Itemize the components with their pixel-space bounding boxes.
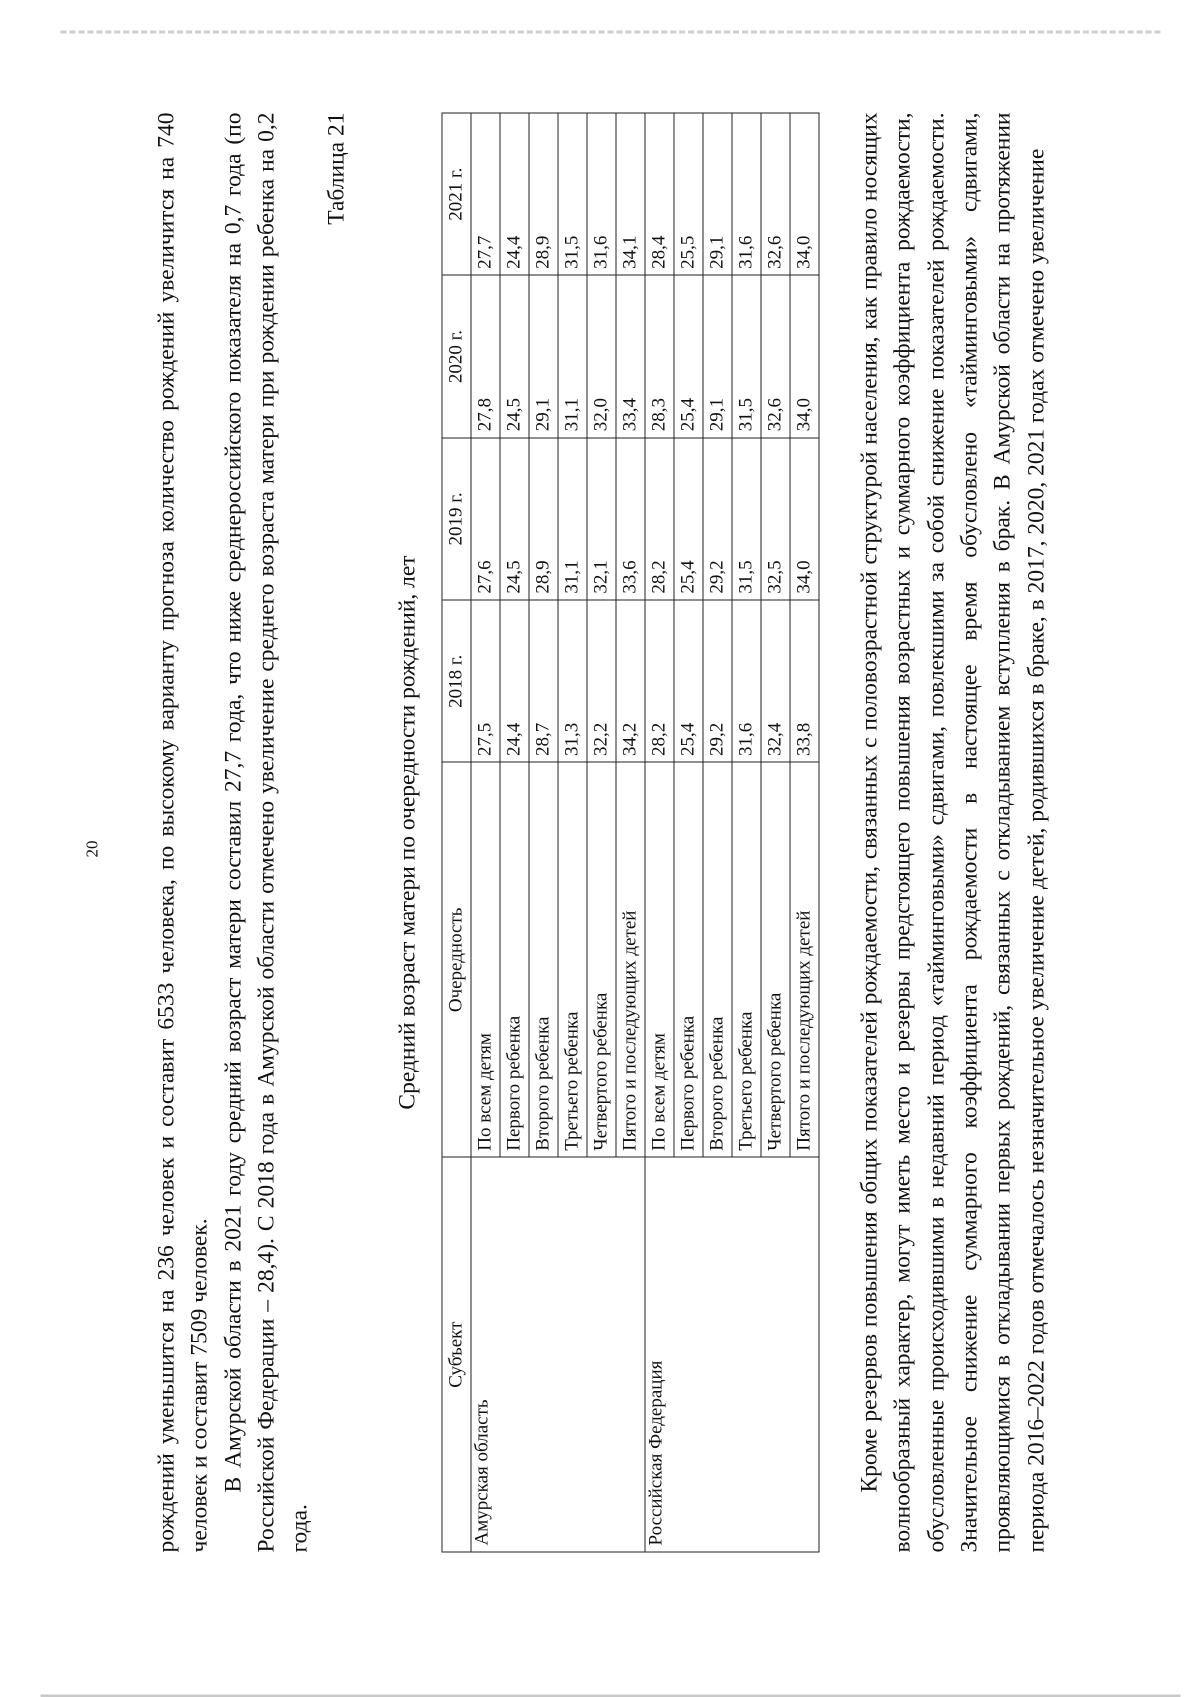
- order-cell: Первого ребенка: [499, 762, 528, 1157]
- value-cell: 28,4: [644, 113, 673, 275]
- value-cell: 32,0: [586, 275, 615, 437]
- value-cell: 24,5: [499, 437, 528, 599]
- value-cell: 28,9: [528, 437, 557, 599]
- table-body: [470, 113, 818, 1552]
- value-cell: 25,4: [673, 600, 702, 762]
- paragraph-mother-age: В Амурской области в 2021 году средний возраст матери составил 27,7 года, что ниже среднероссийского показателя на 0,7 года (по Российской Федерации – 28,4). С 2018 года в Амурской области отмечено увеличение среднего возраста матери при рождении ребенка на 0,2 года.: [219, 112, 313, 1552]
- order-cell: Пятого и последующих детей: [615, 762, 644, 1157]
- value-cell: 31,5: [557, 113, 586, 275]
- value-cell: 34,1: [615, 113, 644, 275]
- value-cell: 31,6: [731, 600, 760, 762]
- value-cell: 31,5: [731, 275, 760, 437]
- value-cell: 32,4: [760, 600, 789, 762]
- value-cell: 32,6: [760, 113, 789, 275]
- value-cell: 27,5: [470, 600, 499, 762]
- order-cell: Четвертого ребенка: [586, 762, 615, 1157]
- mother-age-table: [441, 112, 819, 1552]
- table-row: [470, 113, 499, 1552]
- order-cell: Второго ребенка: [702, 762, 731, 1157]
- value-cell: 28,9: [528, 113, 557, 275]
- value-cell: 29,1: [702, 275, 731, 437]
- value-cell: 34,0: [789, 437, 818, 599]
- order-cell: По всем детям: [470, 762, 499, 1157]
- value-cell: 25,4: [673, 437, 702, 599]
- order-cell: Четвертого ребенка: [760, 762, 789, 1157]
- value-cell: 29,2: [702, 600, 731, 762]
- value-cell: 29,1: [702, 113, 731, 275]
- header-2021: 2021 г.: [441, 113, 470, 275]
- table-title: Средний возраст матери по очередности рождений, лет: [393, 554, 420, 1110]
- table-row: [644, 113, 673, 1552]
- paragraph-top: рождений уменьшится на 236 человек и составит 6533 человека, по высокому варианту прогноза количество рождений увеличится на 740 человек и составит 7509 человек.: [153, 112, 213, 1552]
- order-cell: Второго ребенка: [528, 762, 557, 1157]
- value-cell: 32,2: [586, 600, 615, 762]
- value-cell: 31,1: [557, 275, 586, 437]
- value-cell: 31,1: [557, 437, 586, 599]
- subject-cell: Амурская область: [470, 1157, 644, 1552]
- header-order: Очередность: [441, 762, 470, 1157]
- subject-cell: Российская Федерация: [644, 1157, 818, 1552]
- value-cell: 24,5: [499, 275, 528, 437]
- value-cell: 25,4: [673, 275, 702, 437]
- value-cell: 32,6: [760, 275, 789, 437]
- page-content: [150, 112, 1053, 1552]
- value-cell: 31,5: [731, 437, 760, 599]
- header-2019: 2019 г.: [441, 437, 470, 599]
- header-2020: 2020 г.: [441, 275, 470, 437]
- value-cell: 31,3: [557, 600, 586, 762]
- page-number: 20: [82, 840, 101, 857]
- value-cell: 27,8: [470, 275, 499, 437]
- order-cell: Третьего ребенка: [557, 762, 586, 1157]
- order-cell: Третьего ребенка: [731, 762, 760, 1157]
- value-cell: 31,6: [731, 113, 760, 275]
- value-cell: 32,5: [760, 437, 789, 599]
- value-cell: 34,0: [789, 113, 818, 275]
- scan-edge-right: [60, 30, 1160, 33]
- paragraph-timing-shifts: Кроме резервов повышения общих показателей рождаемости, связанных с половозрастной структурой населения, как правило носящих волнообразный характер, могут иметь место и резервы предстоящего повышения возрастных и суммарного коэффициента рождаемости, обусловленные происходившими в недавний период «тайминговыми» сдвигами, повлекшими за собой снижение показателей рождаемости. Значительное снижение суммарного коэффициента рождаемости в настоящее время обусловлено «тайминговыми» сдвигами, проявляющимися в откладывании первых рождений, связанных с откладыванием вступления в брак. В Амурской области на протяжении периода 2016–2022 годов отмечалось незначительное увеличение детей, родившихся в браке, в 2017, 2020, 2021 годах отмечено увеличение: [855, 112, 1049, 1552]
- order-cell: По всем детям: [644, 762, 673, 1157]
- value-cell: 29,1: [528, 275, 557, 437]
- table-header-row: [441, 113, 470, 1552]
- value-cell: 29,2: [702, 437, 731, 599]
- value-cell: 28,2: [644, 600, 673, 762]
- table-label: Таблица 21: [322, 112, 349, 225]
- value-cell: 24,4: [499, 600, 528, 762]
- header-2018: 2018 г.: [441, 600, 470, 762]
- value-cell: 33,4: [615, 275, 644, 437]
- value-cell: 31,6: [586, 113, 615, 275]
- order-cell: Пятого и последующих детей: [789, 762, 818, 1157]
- value-cell: 24,4: [499, 113, 528, 275]
- value-cell: 27,7: [470, 113, 499, 275]
- value-cell: 25,5: [673, 113, 702, 275]
- value-cell: 34,2: [615, 600, 644, 762]
- value-cell: 28,2: [644, 437, 673, 599]
- value-cell: 32,1: [586, 437, 615, 599]
- value-cell: 28,3: [644, 275, 673, 437]
- value-cell: 28,7: [528, 600, 557, 762]
- order-cell: Первого ребенка: [673, 762, 702, 1157]
- value-cell: 27,6: [470, 437, 499, 599]
- header-subject: Субъект: [441, 1157, 470, 1552]
- value-cell: 34,0: [789, 275, 818, 437]
- value-cell: 33,8: [789, 600, 818, 762]
- value-cell: 33,6: [615, 437, 644, 599]
